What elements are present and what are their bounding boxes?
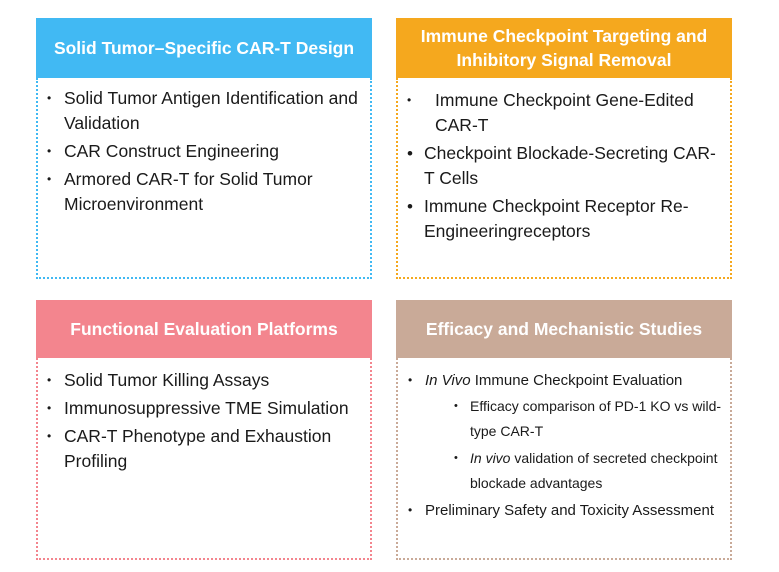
list-item — [407, 194, 722, 244]
list-item-text: Immune Checkpoint Receptor Re-Engineeringreceptors — [424, 196, 689, 241]
checkpoint-card — [396, 18, 732, 279]
solid-tumor-header — [36, 18, 372, 78]
list-item-text: Immunosuppressive TME Simulation — [64, 398, 349, 418]
solid-tumor-body — [36, 78, 372, 279]
list-item-text: Solid Tumor Antigen Identification and Validation — [64, 88, 358, 133]
sub-item-text: validation of secreted checkpoint blockade advantages — [470, 450, 718, 491]
bullet-dot: • — [47, 172, 52, 186]
sub-list-item — [454, 446, 724, 496]
bullet-dot: • — [47, 401, 52, 415]
list-item — [408, 498, 724, 523]
list-item — [407, 141, 722, 191]
checkpoint-header — [396, 18, 732, 78]
list-item-text: CAR-T Phenotype and Exhaustion Profiling — [64, 426, 332, 471]
bullet-dot: • — [407, 144, 413, 163]
sub-item-text: Efficacy comparison of PD-1 KO vs wild-type CAR-T — [470, 398, 722, 439]
evaluation-title: Functional Evaluation Platforms — [70, 319, 338, 339]
list-item-text: Checkpoint Blockade-Secreting CAR-T Cells — [424, 143, 716, 188]
bullet-dot: • — [454, 400, 458, 412]
list-item — [407, 88, 722, 138]
list-item-text: CAR Construct Engineering — [64, 141, 279, 161]
list-item — [408, 368, 724, 496]
efficacy-body — [396, 358, 732, 560]
efficacy-card — [396, 300, 732, 560]
bullet-dot: • — [47, 91, 52, 105]
checkpoint-list — [407, 88, 722, 247]
list-item-text: Immune Checkpoint Gene-Edited CAR-T — [435, 90, 694, 135]
bullet-dot: • — [407, 197, 413, 216]
evaluation-card — [36, 300, 372, 560]
list-item — [47, 368, 362, 393]
list-item — [47, 396, 362, 421]
list-item-text: Armored CAR-T for Solid Tumor Microenvironment — [64, 169, 313, 214]
efficacy-sublist — [454, 394, 724, 496]
bullet-dot: • — [454, 452, 458, 464]
evaluation-body — [36, 358, 372, 560]
efficacy-header — [396, 300, 732, 358]
list-item — [47, 86, 362, 136]
bullet-dot: • — [47, 144, 52, 158]
bullet-dot: • — [47, 429, 52, 443]
solid-tumor-title: Solid Tumor–Specific CAR-T Design — [53, 38, 355, 58]
bullet-dot: • — [47, 373, 52, 387]
list-item-text: Immune Checkpoint Evaluation — [470, 372, 683, 389]
sub-list-item — [454, 394, 724, 444]
bullet-dot: • — [408, 503, 413, 517]
list-item — [47, 424, 362, 474]
bullet-dot: • — [407, 93, 412, 107]
list-item — [47, 167, 362, 217]
solid-tumor-card — [36, 18, 372, 279]
evaluation-list — [47, 368, 362, 477]
checkpoint-body — [396, 78, 732, 279]
list-item-text: Solid Tumor Killing Assays — [64, 370, 270, 390]
list-item — [47, 139, 362, 164]
efficacy-list — [408, 368, 724, 524]
checkpoint-title: Immune Checkpoint Targeting and Inhibitory Signal Removal — [420, 26, 708, 70]
solid-tumor-list — [47, 86, 362, 220]
list-item-italic: In Vivo — [425, 372, 471, 389]
sub-item-italic: In vivo — [470, 450, 511, 466]
evaluation-header — [36, 300, 372, 358]
list-item-text: Preliminary Safety and Toxicity Assessment — [425, 502, 715, 519]
bullet-dot: • — [408, 373, 413, 387]
efficacy-title: Efficacy and Mechanistic Studies — [425, 319, 703, 339]
